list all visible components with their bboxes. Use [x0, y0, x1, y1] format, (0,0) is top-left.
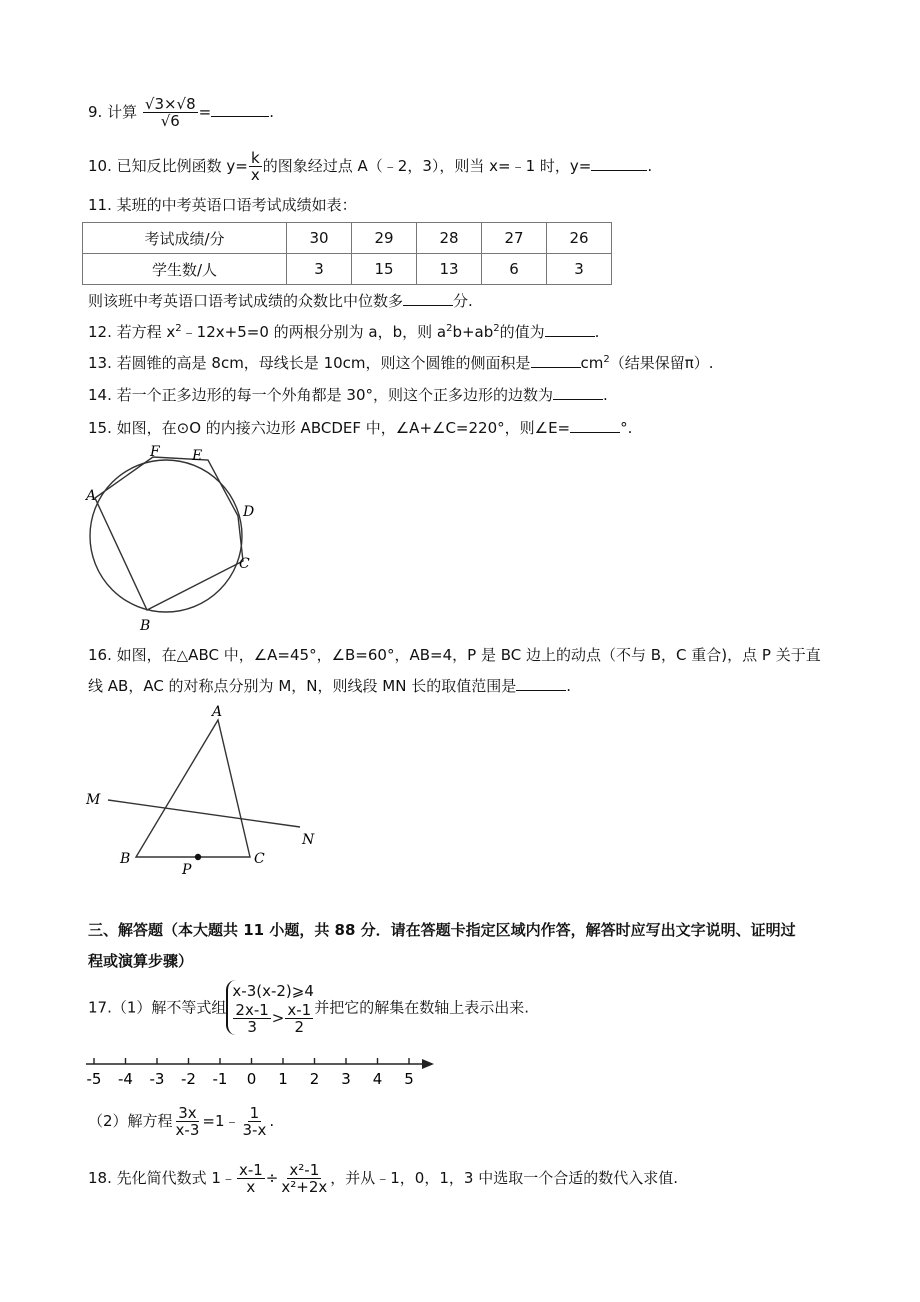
tick-label: -4: [118, 1070, 133, 1088]
label-a: A: [86, 488, 97, 504]
question-12: 12. 若方程 $x^2﹣12x+5=0$ 的两根分别为 a，b，则 $a^2b+ab^2$的值为 .: [88, 323, 600, 341]
answer-blank[interactable]: [545, 322, 595, 337]
section-3-heading-line2: 程或演算步骤）: [88, 952, 194, 970]
label-c: C: [239, 556, 250, 572]
question-17: 17.（1）解不等式组 x-3(x-2)⩾4 $\frac{2x-1}{3}$ > $\frac{x-1}{2}$ 并把它的解集在数轴上表示出来.: [88, 982, 529, 1036]
label-m: M: [86, 792, 101, 808]
table-row: 学生数/人 3 15 13 6 3: [83, 254, 612, 285]
answer-blank[interactable]: [570, 418, 620, 433]
answer-blank[interactable]: [516, 676, 566, 691]
answer-blank[interactable]: [531, 353, 581, 368]
hexagon: [95, 457, 243, 610]
tick-label: 1: [278, 1070, 288, 1088]
score-table: [82, 222, 612, 285]
question-17-part2: （2）解方程 $\frac{3x}{x-3}$ =1﹣ $\frac{1}{3-x}$ .: [88, 1104, 275, 1139]
answer-blank[interactable]: [591, 156, 647, 171]
question-14: 14. 若一个正多边形的每一个外角都是 30°，则这个正多边形的边数为 .: [88, 386, 608, 404]
question-11: 11. 某班的中考英语口语考试成绩如表：: [88, 196, 357, 214]
label-b: B: [140, 618, 151, 634]
table-row: 考试成绩/分 30 29 28 27 26: [83, 223, 612, 254]
line-mn: [108, 800, 300, 827]
fraction: $\frac{√3\times√8}{√6}$: [144, 95, 196, 130]
label-n: N: [302, 832, 315, 848]
tick-label: 0: [246, 1070, 257, 1088]
tick-label: 3: [341, 1070, 351, 1088]
fraction: $\frac{x-1}{2}$: [287, 1001, 312, 1036]
fraction: $\frac{2x-1}{3}$: [235, 1001, 269, 1036]
tick-label: -5: [86, 1070, 102, 1088]
number-line: [82, 1054, 442, 1090]
label-b: B: [120, 851, 131, 867]
figure-15-circle-hexagon: [80, 440, 270, 640]
fraction: $\frac{x-1}{x}$: [238, 1161, 263, 1196]
fraction: $\frac{1}{3-x}$: [242, 1104, 267, 1139]
fraction: $\frac{k}{x}$: [250, 149, 260, 184]
tick-label: -2: [181, 1070, 196, 1088]
figure-16-triangle: [82, 700, 322, 880]
question-18: 18. 先化简代数式 1﹣ $\frac{x-1}{x}$ ÷ $\frac{\text{x²-1}}{\text{x²+2x}}$ ，并从﹣1，0，1，3 中选取一个合适的数代入求值.: [88, 1161, 678, 1196]
inequality-system: x-3(x-2)⩾4 $\frac{2x-1}{3}$ > $\frac{x-1}{2}$: [226, 980, 314, 1035]
question-11-tail: 则该班中考英语口语考试成绩的众数比中位数多 分.: [88, 292, 473, 310]
answer-blank[interactable]: [211, 102, 269, 117]
label-f: F: [150, 444, 160, 460]
tick-label: 5: [404, 1070, 414, 1088]
label-e: E: [192, 448, 203, 464]
label-c: C: [254, 851, 265, 867]
arrow-right-icon: [422, 1059, 434, 1069]
label-a: A: [212, 704, 223, 720]
tick-label: 2: [309, 1070, 320, 1088]
question-13: 13. 若圆锥的高是 8cm，母线长是 10cm，则这个圆锥的侧面积是 $cm^2$（结果保留π）.: [88, 354, 714, 372]
question-16: 16. 如图，在△ABC 中，∠A=45°，∠B=60°，AB=4，P 是 BC 边上的动点（不与 B，C 重合)，点 P 关于直: [88, 646, 821, 664]
tick-label: -3: [149, 1070, 165, 1088]
tick-label: 4: [372, 1070, 383, 1088]
question-15: 15. 如图，在⊙O 的内接六边形 ABCDEF 中，∠A+∠C=220°，则∠E= °.: [88, 419, 633, 437]
fraction: $\frac{3x}{x-3}$: [175, 1104, 200, 1139]
answer-blank[interactable]: [553, 385, 603, 400]
question-16-line2: 线 AB，AC 的对称点分别为 M，N，则线段 MN 长的取值范围是 .: [88, 677, 571, 695]
answer-blank[interactable]: [403, 291, 453, 306]
label-d: D: [243, 504, 255, 520]
section-3-heading: 三、解答题（本大题共 11 小题，共 88 分．请在答题卡指定区域内作答，解答时应写出文字说明、证明过: [88, 921, 796, 939]
question-9: 9. 计算 $\frac{√3\times√8}{√6}$ = .: [88, 95, 275, 130]
question-10: 10. 已知反比例函数 y= $\frac{k}{x}$ 的图象经过点 A（﹣2，3），则当 x=﹣1 时，y= .: [88, 149, 653, 184]
point-p: [195, 854, 201, 860]
fraction: $\frac{\text{x²-1}}{\text{x²+2x}}$: [281, 1161, 328, 1196]
triangle-abc: [136, 720, 250, 857]
label-p: P: [182, 862, 192, 878]
tick-label: -1: [212, 1070, 228, 1088]
